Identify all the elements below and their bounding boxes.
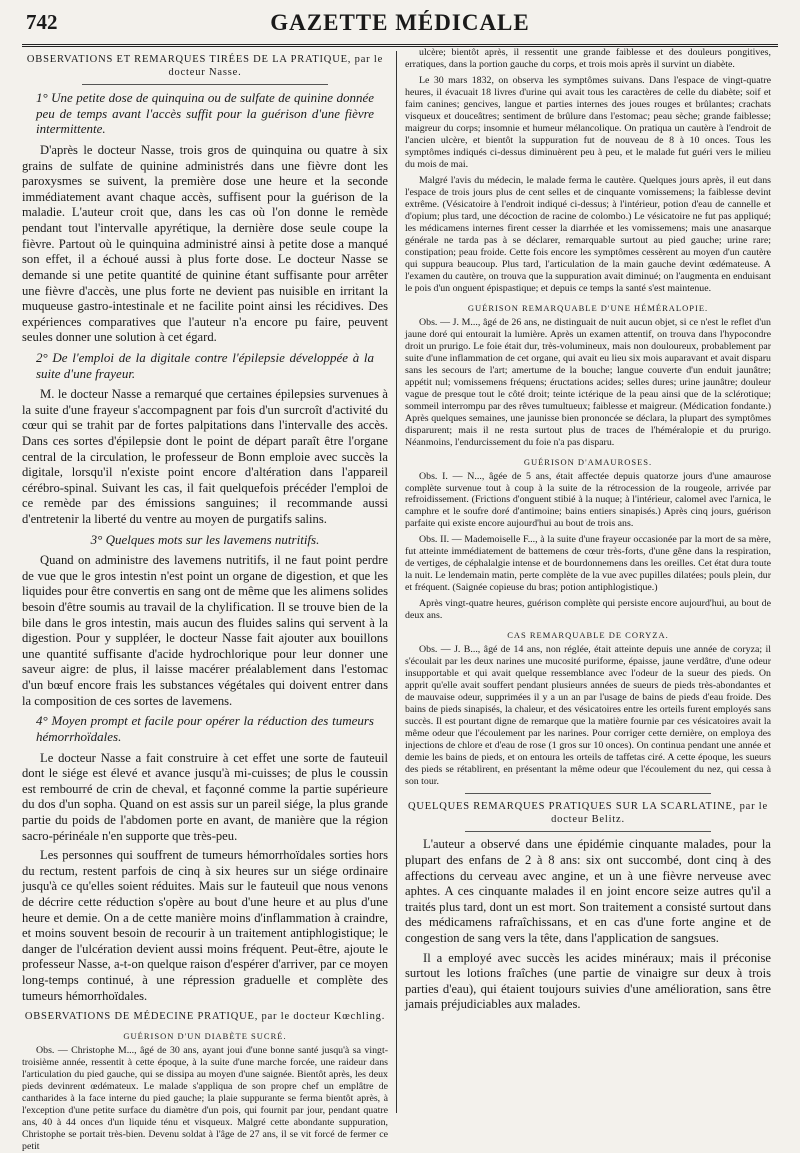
paragraph-scarlatine-1: L'auteur a observé dans une épidémie cinquante malades, pour la plupart des enfans de 2 à 8 ans: six ont succombé, dont cinq à des affections du cerveau avec angine, et un à une fièvre nerveuse avec aphtes. A ces cinquante malades il en joint encore seize autres qu'il a traités plus tard, dont un est mort. Son traitement a consisté surtout dans des médicamens rafraîchissans, et en cas d'une forte angine et de congestion de sang vers la tête, dans l'application de sangsues.	[405, 837, 771, 946]
subheading-digitale: 2° De l'emploi de la digitale contre l'épilepsie développée à la suite d'une frayeur.	[36, 349, 374, 381]
subheading-amauroses: GUÉRISON D'AMAUROSES.	[523, 456, 653, 467]
section-title-nasse: OBSERVATIONS ET REMARQUES TIRÉES DE LA PRATIQUE, par le docteur Nasse.	[26, 54, 384, 79]
paragraph-fauteuil: Le docteur Nasse a fait construire à cet effet une sorte de fauteuil dont le siége est élevé et avance jusqu'à mi-cuisses; de plus le coussin est rembourré de crin de cheval, et façonné comme la partie supérieure du dos d'un sopha. Quand on est assis sur un pareil siége, la plus grande partie du poids de l'abdomen porte en avant, de manière que la région sacro-périnéale n'en supporte que très-peu.	[22, 750, 388, 843]
subheading-hemeralopie: GUÉRISON REMARQUABLE D'UNE HÉMÉRALOPIE.	[467, 302, 709, 313]
left-column	[22, 47, 396, 1153]
paragraph-coryza: Obs. — J. B..., âgé de 14 ans, non réglée, était atteinte depuis une année de coryza; il s'écoulait par les deux narines une mucosité puriforme, épaisse, jaune verdâtre, d'une odeur insupportable et qui avait quelque ressemblance avec l'odeur de la sueur des pieds. On apprit qu'elle avait souffert pendant plusieurs années de sueurs de pieds très-abondantes et de mauvaise odeur, supprimées il y a un an par l'usage de bains de pieds d'eau froide. Des bains de pieds sinapisés, la chaleur, et des vésicatoires entre les orteils furent employés sans succès. Il est pourtant digne de remarque que la matière fournie par ces vésicatoires avait la même odeur que l'écoulement par les narines. Pour corriger cette dernière, on employa des injections de chlore et d'eau de rose (1 gros sur 10 onces). On continua pendant une année et demie les bains de pieds, et on entoura les orteils de taffetas ciré. A cette époque, les sueurs des pieds se rétablirent, en présentant la même odeur que l'écoulement du nez, qui cessa à son tour.	[405, 644, 771, 788]
diabete-article	[22, 1045, 388, 1153]
paragraph-reduction: Les personnes qui souffrent de tumeurs hémorrhoïdales sorties hors du rectum, restent parfois de cinq à six heures sur un siége ordinaire jusqu'à ce qu'elles soient réduites. Mais sur le fauteuil que nous venons de décrire cette réduction s'opère au bout d'une heure et au plus d'une heure et demie. On a de cette manière moins d'inflammation à craindre, et moins souvent besoin de recourir à un traitement antiphlogistique; le danger de l'ulcération devient aussi moins fréquent. Peut-être, ajoute le professeur Nasse, a-t-on quelque raison d'espérer d'arriver, par ce moyen long-temps continué, à une répression graduelle et complète des tumeurs hémorrhoïdales.	[22, 848, 388, 1003]
paragraph-amaurose-2: Obs. II. — Mademoiselle F..., à la suite d'une frayeur occasionée par la mort de sa mère, fut atteinte immédiatement de battemens de cœur très-forts, d'une gêne dans la respiration, de vertiges, de céphalalgie intense et de bourdonnemens dans les oreilles. Cet état dura toute la nuit. Le lendemain matin, perte complète de la vue avec pupilles dilatées; pouls plein, dur et fréquent. (Saignée copieuse du bras; potion antiphlogistique.)	[405, 534, 771, 594]
scarlatine-article	[405, 837, 771, 1013]
section-title-scarlatine: QUELQUES REMARQUES PRATIQUES SUR LA SCARLATINE, par le docteur Belitz.	[408, 801, 768, 826]
paragraph-quinquina: D'après le docteur Nasse, trois gros de quinquina ou quatre à six grains de sulfate de quinine administrés dans une fièvre dont les paroxysmes se suivent, la première dose une heure et la seconde immédiatement avant chaque accès, suffisent pour la guérison de la maladie. L'auteur croit que, dans les cas où l'on donne le remède pendant tout l'intervalle apyrétique, la dernière dose seule coupe la fièvre. Partout où le quinquina administré ainsi à petite dose a manqué son effet, il a échoué aussi à plus forte dose. Le docteur Nasse se demande si une petite quantité de quinine étant suffisante pour arrêter une fièvre d'accès, une plus forte ne devient pas nuisible en irritant la muqueuse gastro-intestinale et ne facilite point ainsi les récidives. Des expériences comparatives que l'auteur n'a encore pu faire, peuvent seules donner une solution à cet égard.	[22, 143, 388, 345]
coryza-article	[405, 644, 771, 788]
paragraph-symptomes: Le 30 mars 1832, on observa les symptômes suivans. Dans l'espace de vingt-quatre heures, il évacuait 18 livres d'urine qui avait tous les caractères de celle du diabète; soif et faim canines; gencives, langue et parties internes des joues rouges et brûlantes; crachats visqueux et douceâtres; sentiment de brûlure dans l'estomac; peau sèche; grande faiblesse; maigreur du corps; insomnie et humeur mélancolique. On pratiqua un cautère à l'endroit de l'ancien ulcère, et bientôt la suppuration fut de nouveau de 8 à 10 onces. Tous les symptômes indiqués ci-dessus diminuèrent peu à peu, et le malade fut guéri vers le milieu du mois de mai.	[405, 74, 771, 170]
paragraph-diabete-obs: Obs. — Christophe M..., âgé de 30 ans, ayant joui d'une bonne santé jusqu'à sa vingt-troisième année, ressentit à cette époque, à la suite d'une marche forcée, une raideur dans l'articulation du pied gauche, qui se dissipa au moyen d'une saignée. Bientôt après, les deux pieds devinrent œdémateux. Le malade s'appliqua de son propre chef un emplâtre de cantharides à la face interne du pied gauche; la plaie suppurante se ferma bientôt après, à l'exception d'une petite surface du diamètre d'un pois, qui fournit par jour, pendant quatre ans, 40 à 44 onces d'un liquide ténu et visqueux. Malgré cette abondante suppuration, Christophe se portait très-bien. Devenu soldat à l'âge de 27 ans, il se vit forcé de fermer ce petit	[22, 1045, 388, 1153]
paragraph-lavemens: Quand on administre des lavemens nutritifs, il ne faut point perdre de vue que le gros intestin n'est point un organe de digestion, et que les liquides pour être convertis en sang ont de même que les alimens solides besoin d'être soumis au travail de la chylification. Il se trouve bien de la bile dans le gros intestin, mais aucun des fluides salins qui servent à la digestion. Pour y suppléer, le docteur Nasse fait ajouter aux bouillons une quantité suffisante d'acide hydrochlorique pour leur donner une saveur aigre: de plus, il laisse macérer préalablement dans l'estomac d'un bœuf encore frais les substances végétales qui doivent entrer dans la composition de ces sortes de lavemens.	[22, 553, 388, 708]
subheading-coryza: CAS REMARQUABLE DE CORYZA.	[507, 630, 669, 641]
subheading-lavemens: 3° Quelques mots sur les lavemens nutritifs.	[90, 531, 320, 547]
divider	[465, 831, 711, 832]
subheading-quinquina: 1° Une petite dose de quinquina ou de sulfate de quinine donnée peu de temps avant l'accès suffit pour la guérison d'une fièvre intermittente.	[36, 90, 374, 137]
subheading-hemorrhoides: 4° Moyen prompt et facile pour opérer la réduction des tumeurs hémorrhoïdales.	[36, 713, 374, 744]
page-number: 742	[26, 10, 58, 34]
nasse-article	[22, 90, 388, 1004]
section-title-koechling: OBSERVATIONS DE MÉDECINE PRATIQUE, par le docteur Kœchling.	[24, 1011, 386, 1023]
page-header	[22, 4, 778, 47]
text-columns	[22, 47, 778, 1153]
paragraph-digitale: M. le docteur Nasse a remarqué que certaines épilepsies survenues à la suite d'une frayeur s'accompagnent par fois d'un surcroît d'activité du cœur qui se trahit par de fortes palpitations dans l'intervalle des accès. Dans ces sortes d'épilepsie dont le point de départ paraît être l'organe central de la circulation, le professeur de Bonn emploie avec succès la digitale, lorsqu'il n'existe point encore d'altération dans l'appareil cérébro-spinal. Suivant les cas, il fait quelquefois précéder l'emploi de ce remède par des émissions sanguines; il recommande aussi d'entretenir la liberté du ventre au moyen de purgatifs salins.	[22, 387, 388, 527]
masthead-title: GAZETTE MÉDICALE	[270, 10, 530, 35]
paragraph-scarlatine-2: Il a employé avec succès les acides minéraux; mais il préconise surtout les lotions fraîches (une partie de vinaigre sur deux à trois parties d'eau), qui étaient toujours suivies d'une amélioration, sans être jamais préjudiciables aux malades.	[405, 950, 771, 1012]
paragraph-hemeralopie: Obs. — J. M..., âgé de 26 ans, ne distinguait de nuit aucun objet, si ce n'est le reflet d'un jaune doré qui entourait la lumière. Après un examen attentif, on trouva dans l'hypocondre droit un prurigo. Le foie était dur, très-volumineux, mais non douloureux, probablement par suite d'une inflammation de cet organe, qui avait eu lieu six mois auparavant et avait disparu sans les secours de l'art; amertume de la bouche; langue couverte d'un enduit jaunâtre; appétit nul; vomissemens fréquens; éructations acides; selles dures; urine jaunâtre; douleur vague de presque tout le côté droit; teinte ictérique de la peau ainsi que de la sclérotique; sommeil interrompu par des rêves tumultueux; faiblesse et maigreur. (Médication fondante.) Après quelques semaines, une jaunisse bien prononcée se déclara, la plupart des symptômes disparurent; mais il ne resta surtout plus de traces de l'héméralopie et du prurigo. Néanmoins, l'endurcissement du foie n'a pas disparu.	[405, 316, 771, 448]
subheading-diabete: GUÉRISON D'UN DIABÈTE SUCRÉ.	[123, 1031, 287, 1042]
paragraph-amaurose-1: Obs. I. — N..., âgée de 5 ans, était affectée depuis quatorze jours d'une amaurose complète survenue tout à coup à la suite de la rétrocession de la rougeole, arrivée par refroidissement. (Frictions d'onguent stibié à la nuque; à l'intérieur, calomel avec l'arnica, le camphre et le soufre doré d'antimoine; bains entiers sinapisés.) Après cinq jours, guérison parfaite qui existe encore aujourd'hui au bout de trois ans.	[405, 470, 771, 530]
hemeralopie-article	[405, 317, 771, 449]
divider	[82, 84, 328, 85]
diabete-continued	[405, 47, 771, 295]
amauroses-article	[405, 471, 771, 623]
right-column	[397, 47, 771, 1113]
divider	[465, 793, 711, 794]
paragraph-amaurose-2-outcome: Après vingt-quatre heures, guérison complète qui persiste encore aujourd'hui, au bout de deux ans.	[405, 598, 771, 622]
paragraph-diabete-cont: ulcère; bientôt après, il ressentit une grande faiblesse et des douleurs pongitives, erratiques, dans la portion gauche du corps, et trois mois après il survint un diabète.	[405, 47, 771, 70]
paragraph-cautere: Malgré l'avis du médecin, le malade ferma le cautère. Quelques jours après, il eut dans l'espace de trois jours plus de cent selles et de cinquante vomissemens; la faiblesse devint extrême. (Vésicatoire à l'endroit indiqué ci-dessus; à l'intérieur, potion d'eau de cannelle et d'opium; plus tard, une décoction de racine de colombo.) Le vésicatoire ne fut pas appliqué; les médicamens internes firent cesser la diarrhée et les vomissemens; mais une anasarque générale ne tarda pas à se déclarer, remarquable surtout au pied gauche; urine rare; constipation; peau froide. Cette fois encore les symptômes cessèrent au moyen d'un cautère qui suppura beaucoup. Plus tard, l'articulation de la main gauche devint œdémateuse. A l'examen du cautère, on trouva que la suppuration avait diminué; on l'augmenta en enduisant le pois d'un onguent épispastique; et depuis ce temps la santé s'est maintenue.	[405, 174, 771, 294]
